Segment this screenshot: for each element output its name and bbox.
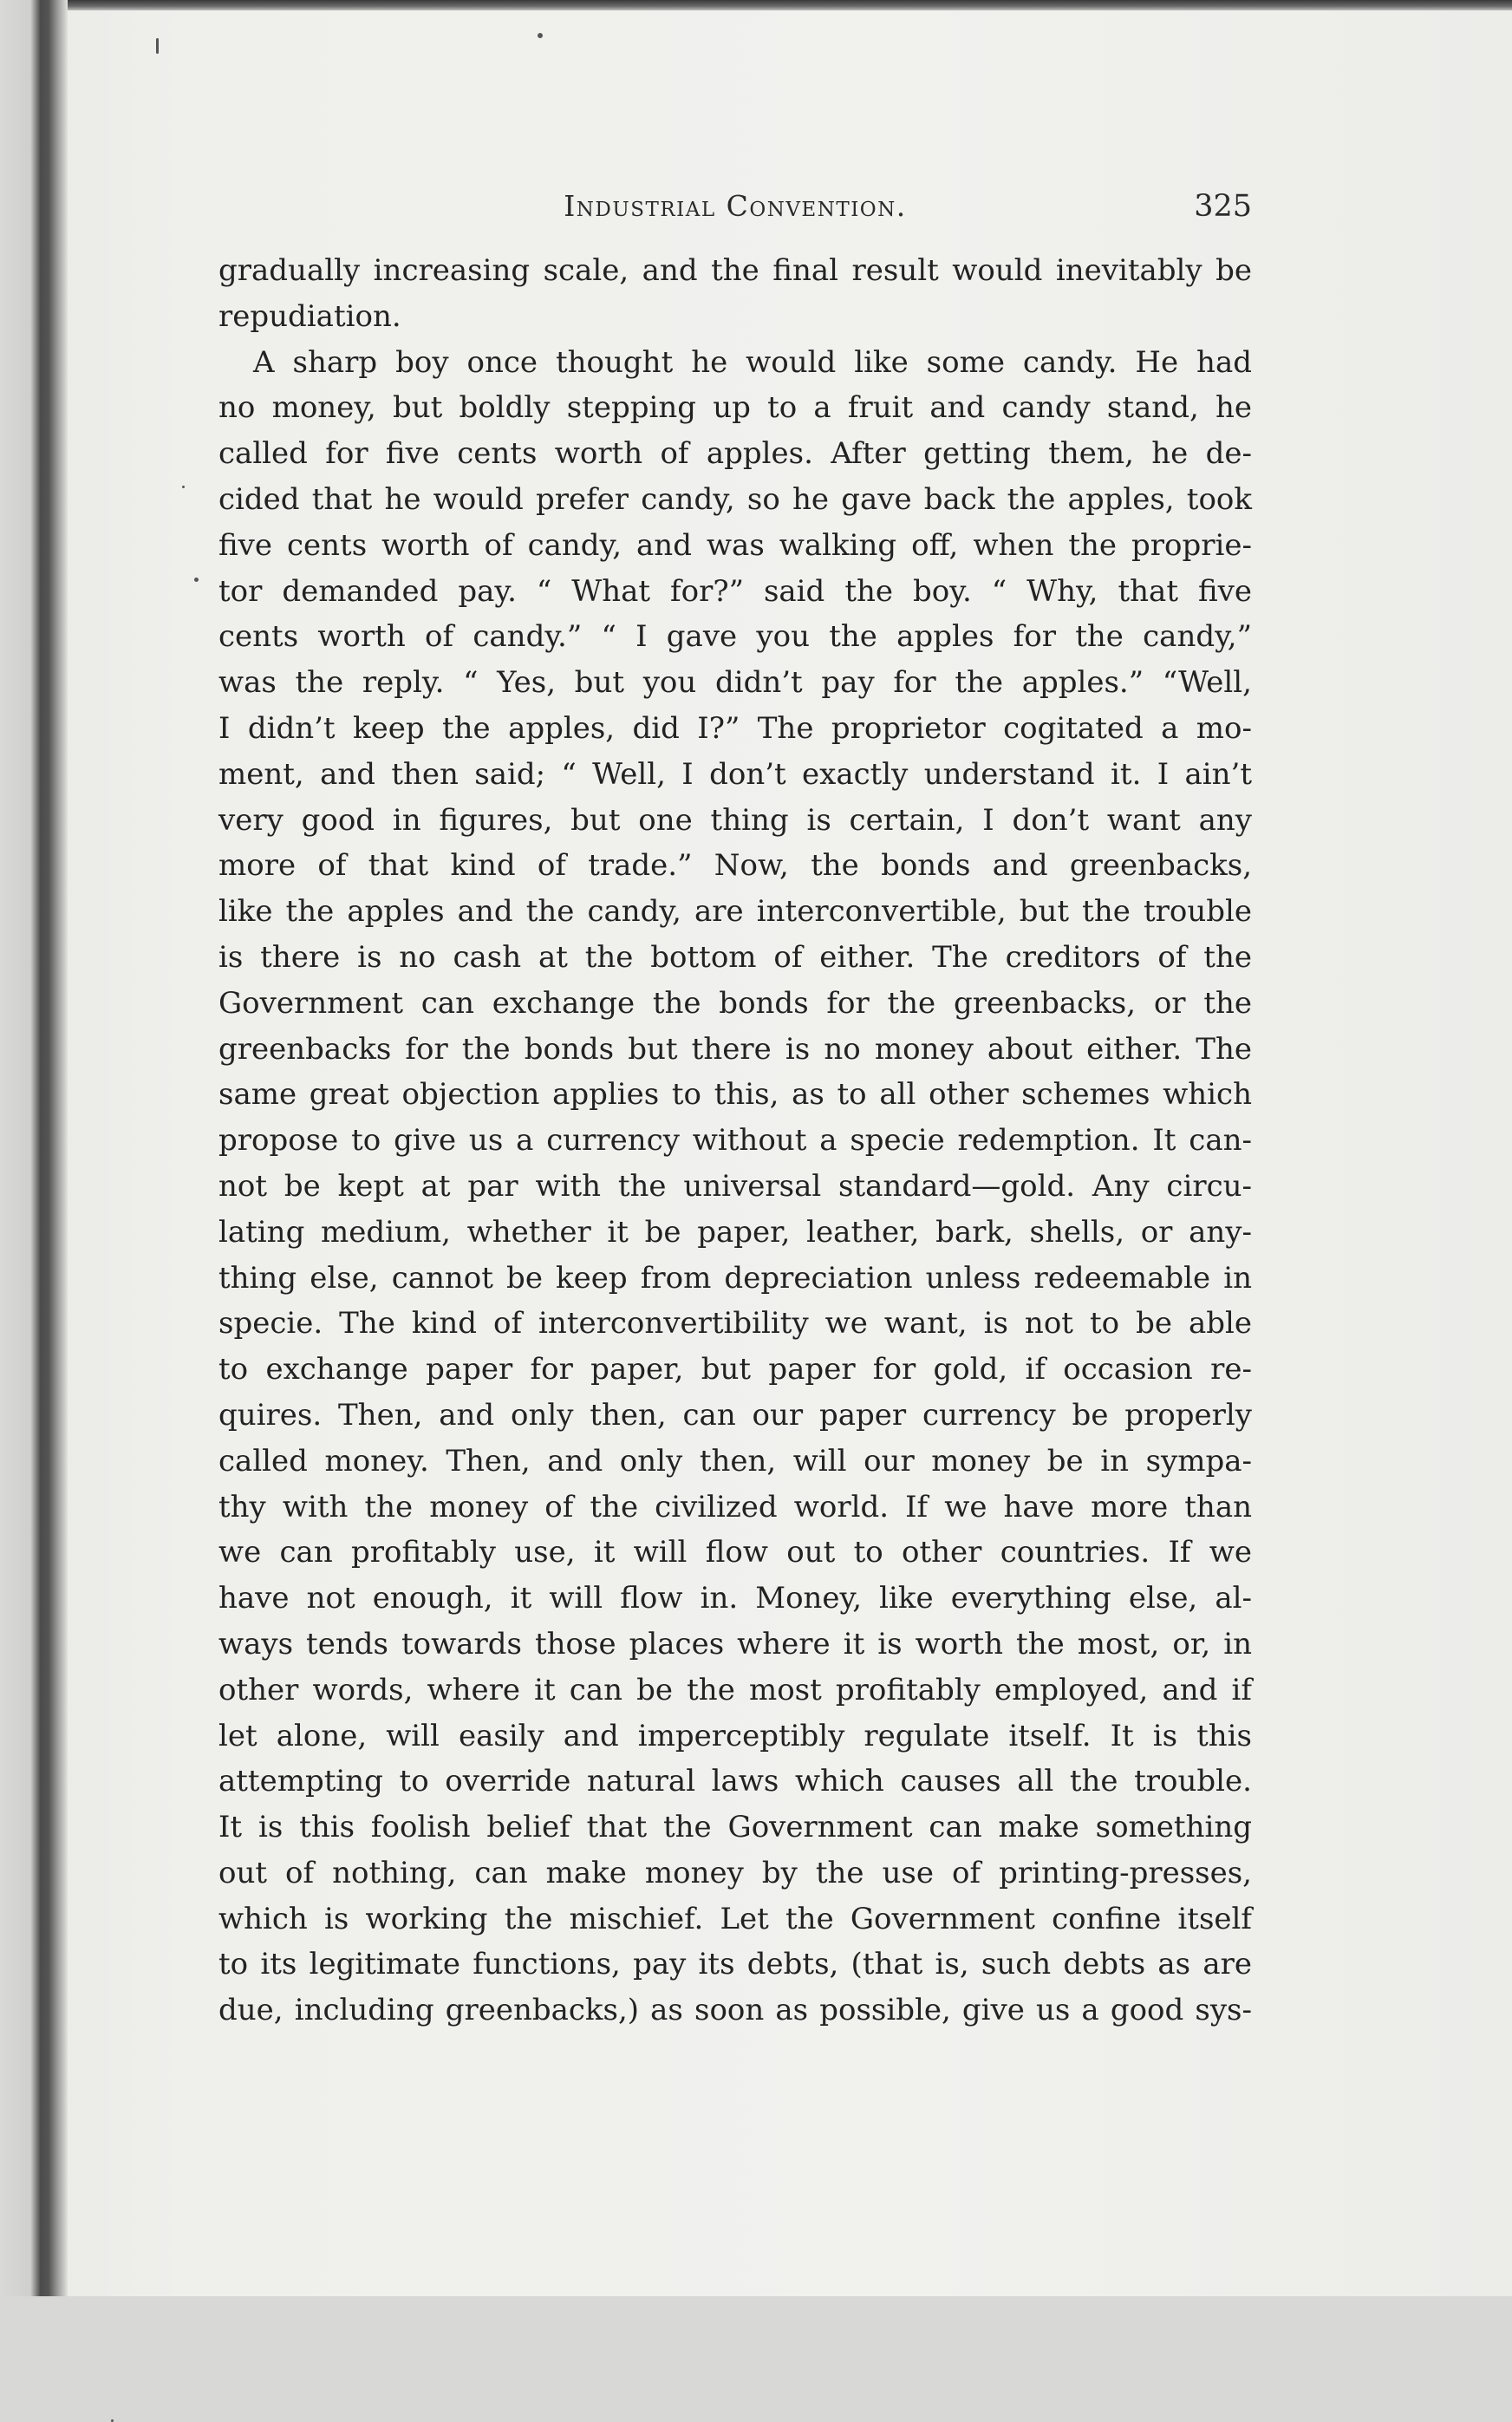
text-line: greenbacks for the bonds but there is no money about either. The	[218, 1031, 1252, 1067]
text-line: was the reply. “ Yes, but you didn’t pay for the apples.” “Well,	[218, 665, 1252, 701]
text-line: Government can exchange the bonds for the greenbacks, or the	[218, 985, 1252, 1021]
text-line: ways tends towards those places where it is worth the most, or, in	[218, 1626, 1252, 1661]
text-line: thing else, cannot be keep from depreciation unless redeemable in	[218, 1260, 1252, 1296]
text-line: out of nothing, can make money by the use of printing-presses,	[218, 1855, 1252, 1890]
text-line: other words, where it can be the most profitably employed, and if	[218, 1672, 1252, 1707]
text-line: attempting to override natural laws which causes all the trouble.	[218, 1764, 1252, 1799]
text-line: called for five cents worth of apples. After getting them, he de-	[218, 436, 1252, 472]
text-line: lating medium, whether it be paper, leather, bark, shells, or any-	[218, 1214, 1252, 1250]
text-line: have not enough, it will flow in. Money, like everything else, al-	[218, 1581, 1252, 1616]
text-line: A sharp boy once thought he would like some candy. He had	[253, 344, 1252, 380]
text-line: same great objection applies to this, as to all other schemes which	[218, 1077, 1252, 1113]
text-line: no money, but boldly stepping up to a fruit and candy stand, he	[218, 390, 1252, 426]
text-line: ment, and then said; “ Well, I don’t exactly understand it. I ain’t	[218, 756, 1252, 792]
text-line: very good in figures, but one thing is certain, I don’t want any	[218, 802, 1252, 838]
running-title: Industrial Convention.	[564, 189, 907, 223]
text-line: repudiation.	[218, 298, 401, 334]
text-line: to exchange paper for paper, but paper for gold, if occasion re-	[218, 1352, 1252, 1387]
text-line: is there is no cash at the bottom of either. The creditors of the	[218, 939, 1252, 975]
paper-speck	[538, 33, 543, 38]
text-line: which is working the mischief. Let the Government confine itself	[218, 1901, 1252, 1936]
page-header	[218, 189, 1252, 241]
binding-edge	[0, 0, 68, 2296]
text-line: propose to give us a currency without a specie redemption. It can-	[218, 1123, 1252, 1159]
paper-speck	[182, 486, 185, 488]
paper-speck	[156, 38, 159, 54]
text-line: I didn’t keep the apples, did I?” The proprietor cogitated a mo-	[218, 710, 1252, 746]
text-line: like the apples and the candy, are interconvertible, but the trouble	[218, 894, 1252, 930]
text-line: to its legitimate functions, pay its debts, (that is, such debts as are	[218, 1947, 1252, 1982]
page-number: 325	[1194, 189, 1252, 224]
text-line: quires. Then, and only then, can our paper currency be properly	[218, 1397, 1252, 1433]
text-line: due, including greenbacks,) as soon as possible, give us a good sys-	[218, 1993, 1252, 2028]
paper-speck	[194, 578, 199, 582]
text-line: called money. Then, and only then, will our money be in sympa-	[218, 1443, 1252, 1479]
text-line: gradually increasing scale, and the final result would inevitably be	[218, 253, 1252, 288]
body-text	[218, 248, 1252, 2034]
text-line: we can profitably use, it will flow out to other countries. If we	[218, 1535, 1252, 1570]
text-line: five cents worth of candy, and was walking off, when the proprie-	[218, 527, 1252, 563]
text-line: more of that kind of trade.” Now, the bonds and greenbacks,	[218, 848, 1252, 884]
text-line: It is this foolish belief that the Government can make something	[218, 1810, 1252, 1845]
text-line: specie. The kind of interconvertibility we want, is not to be able	[218, 1306, 1252, 1342]
text-line: cents worth of candy.” “ I gave you the apples for the candy,”	[218, 619, 1252, 655]
page-top-edge	[0, 0, 1512, 10]
text-line: not be kept at par with the universal standard—gold. Any circu-	[218, 1168, 1252, 1204]
text-line: tor demanded pay. “ What for?” said the boy. “ Why, that five	[218, 573, 1252, 609]
text-line: cided that he would prefer candy, so he gave back the apples, took	[218, 481, 1252, 517]
text-line: thy with the money of the civilized world. If we have more than	[218, 1489, 1252, 1524]
text-line: let alone, will easily and imperceptibly regulate itself. It is this	[218, 1718, 1252, 1753]
